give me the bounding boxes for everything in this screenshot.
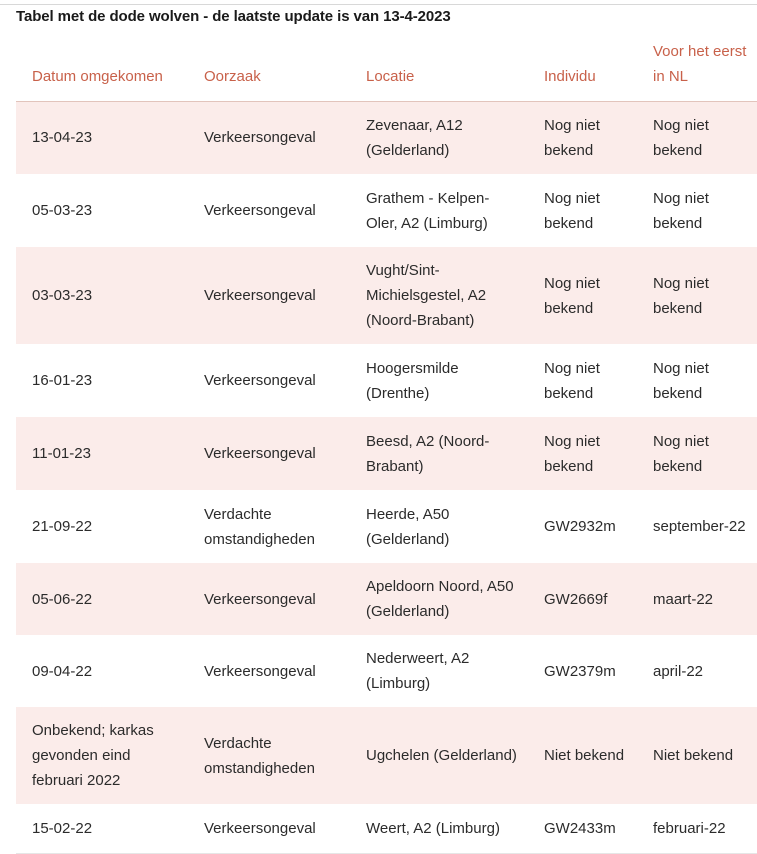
table-row	[16, 101, 757, 174]
table-row	[16, 635, 757, 707]
column-header-individual: Individu	[528, 32, 637, 101]
cell-cause: Verkeersongeval	[188, 804, 350, 853]
column-header-first-in-nl: Voor het eerst in NL	[637, 32, 757, 101]
cell-cause: Verkeersongeval	[188, 563, 350, 635]
cell-date: 13-04-23	[16, 101, 188, 174]
cell-first-in-nl: Niet bekend	[637, 707, 757, 804]
cell-first-in-nl: Nog niet bekend	[653, 359, 709, 402]
cell-cause: Verkeersongeval	[204, 372, 316, 389]
cell-date: 16-01-23	[32, 372, 93, 389]
cell-cause: Verkeersongeval	[188, 247, 350, 344]
cell-date: 05-06-22	[16, 563, 188, 635]
cell-location: Hoogersmilde (Drenthe)	[366, 359, 459, 402]
cell-first-in-nl: Nog niet bekend	[637, 417, 757, 490]
dead-wolves-table	[16, 32, 757, 854]
cell-location: Ugchelen (Gelderland)	[350, 707, 528, 804]
cell-date: 03-03-23	[16, 247, 188, 344]
cell-individual: Nog niet bekend	[544, 189, 600, 232]
cell-location: Nederweert, A2 (Limburg)	[366, 650, 470, 692]
cell-cause: Verdachte omstandigheden	[188, 707, 350, 804]
cell-cause: Verkeersongeval	[188, 417, 350, 490]
cell-cause: Verdachte omstandigheden	[204, 505, 315, 548]
table-row	[16, 174, 757, 247]
cell-date: 09-04-22	[32, 662, 93, 680]
table-row	[16, 247, 757, 344]
column-header-date: Datum omgekomen	[16, 32, 188, 101]
cell-location: Apeldoorn Noord, A50 (Gelderland)	[350, 563, 528, 635]
cell-individual: Nog niet bekend	[528, 417, 637, 490]
cell-date: 15-02-22	[16, 804, 188, 853]
cell-date: Onbekend; karkas gevonden eind februari 2022	[16, 707, 188, 804]
table-row	[16, 563, 757, 635]
cell-individual: GW2379m	[544, 662, 616, 680]
table-row	[16, 707, 757, 804]
cell-location: Weert, A2 (Limburg)	[350, 804, 528, 853]
cell-location: Heerde, A50 (Gelderland)	[366, 505, 450, 548]
cell-first-in-nl: Nog niet bekend	[637, 247, 757, 344]
cell-individual: Nog niet bekend	[544, 359, 600, 402]
table-row	[16, 804, 757, 853]
table-row	[16, 344, 757, 417]
cell-first-in-nl: Nog niet bekend	[653, 189, 709, 232]
cell-cause: Verkeersongeval	[204, 202, 316, 219]
cell-cause: Verkeersongeval	[188, 101, 350, 174]
cell-individual: GW2433m	[528, 804, 637, 853]
top-divider	[0, 4, 757, 5]
cell-date: 21-09-22	[32, 518, 93, 535]
cell-location: Vught/Sint-Michielsgestel, A2 (Noord-Brabant)	[350, 247, 528, 344]
cell-first-in-nl: april-22	[653, 662, 704, 680]
cell-date: 11-01-23	[16, 417, 188, 490]
cell-individual: GW2669f	[528, 563, 637, 635]
table-row	[16, 417, 757, 490]
cell-first-in-nl: september-22	[653, 518, 746, 535]
cell-first-in-nl: maart-22	[637, 563, 757, 635]
cell-location: Zevenaar, A12 (Gelderland)	[350, 101, 528, 174]
cell-individual: Nog niet bekend	[528, 101, 637, 174]
cell-location: Beesd, A2 (Noord-Brabant)	[350, 417, 528, 490]
cell-date: 05-03-23	[32, 202, 93, 219]
table-header-row	[16, 32, 757, 101]
table-caption: Tabel met de dode wolven - de laatste update is van 13-4-2023	[16, 8, 451, 25]
cell-first-in-nl: Nog niet bekend	[637, 101, 757, 174]
cell-location: Grathem - Kelpen-Oler, A2 (Limburg)	[366, 189, 490, 232]
cell-cause: Verkeersongeval	[204, 662, 316, 680]
cell-individual: Niet bekend	[528, 707, 637, 804]
column-header-location: Locatie	[350, 32, 528, 101]
table-row	[16, 490, 757, 563]
cell-individual: GW2932m	[544, 518, 616, 535]
cell-first-in-nl: februari-22	[637, 804, 757, 853]
cell-individual: Nog niet bekend	[528, 247, 637, 344]
column-header-cause: Oorzaak	[188, 32, 350, 101]
